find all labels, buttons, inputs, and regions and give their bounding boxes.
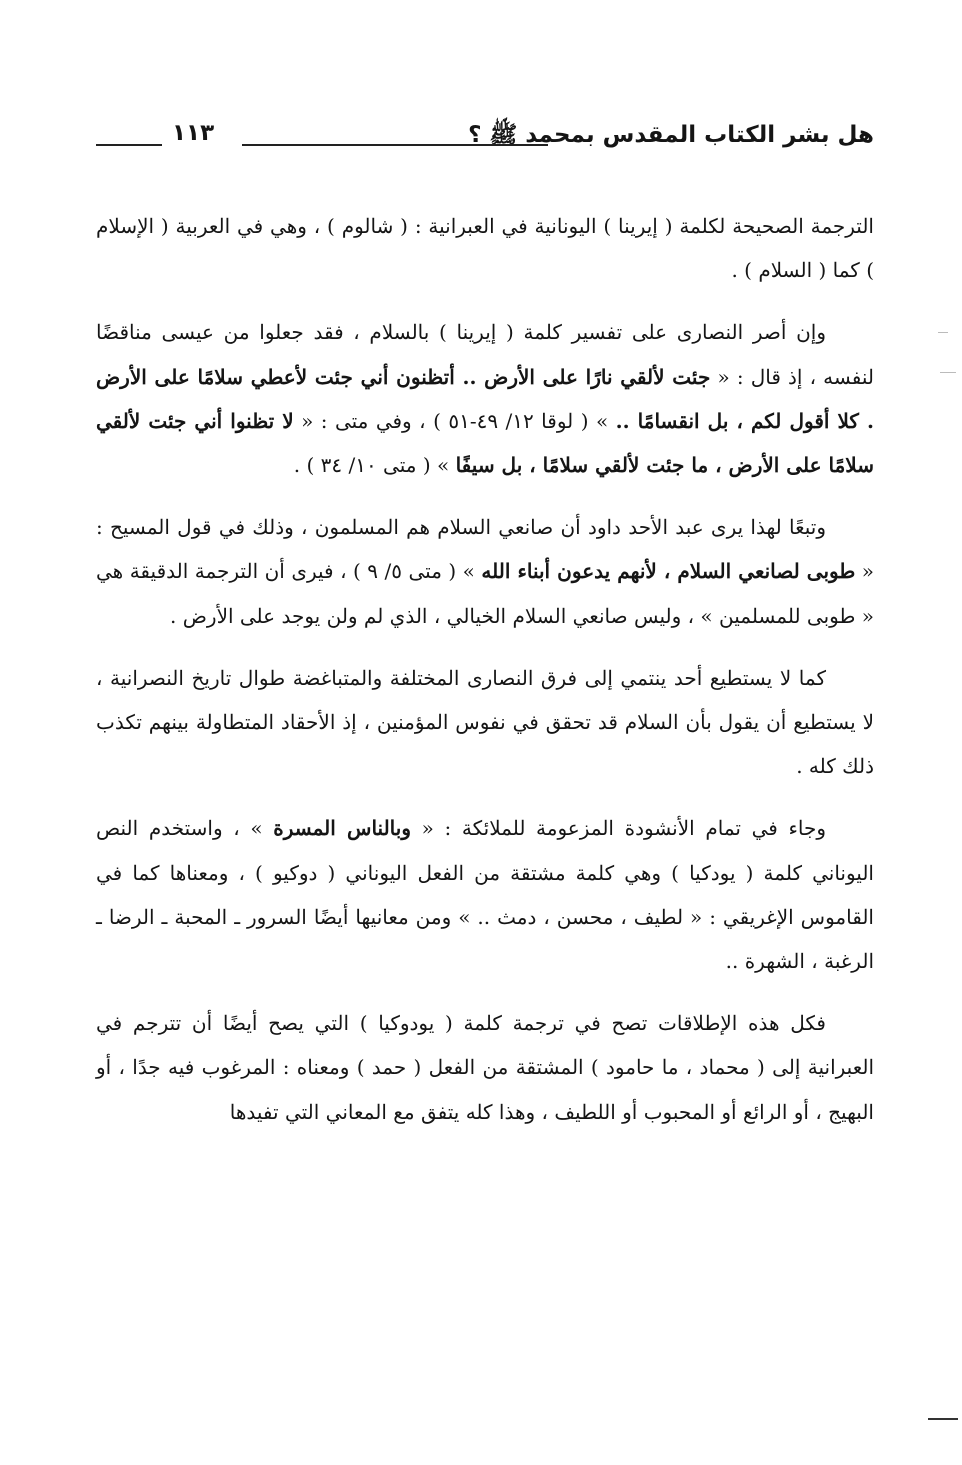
bold-quote: جئت لألقي نارًا على الأرض .. أتظنون أني جئت لأعطي سلامًا على الأرض . كلا أقول لكم ، بل انقسامًا .. xyxy=(96,364,874,433)
paragraph-text: » ، واستخدم النص اليوناني كلمة ( يودكيا ) وهي كلمة مشتقة من الفعل اليوناني ( دوكيو ) ، ومعناها كما في القاموس الإغريقي : « لطيف ، محسن ، دمث .. » ومن معانيها أيضًا السرور ـ المحبة ـ الرضا ـ الرغبة ، الشهرة .. xyxy=(96,816,874,974)
paragraph-text: وجاء في تمام الأنشودة المزعومة للملائكة : « xyxy=(410,816,826,841)
scan-margin-mark xyxy=(938,332,948,333)
body-text xyxy=(96,204,874,1134)
bold-quote: لا تظنوا أني جئت لألقي سلامًا على الأرض ، ما جئت لألقي سلامًا ، بل سيفًا xyxy=(96,408,874,478)
bold-quote: وبالناس المسرة xyxy=(273,816,411,841)
paragraph-4 xyxy=(96,656,874,789)
header-rule xyxy=(242,144,548,146)
paragraph-text: » ( لوقا ١٢/ ٤٩-٥١ ) ، وفي متى : « xyxy=(293,408,616,433)
running-header xyxy=(96,108,874,164)
page-number: ١١٣ xyxy=(172,120,215,146)
paragraph-text: فكل هذه الإطلاقات تصح في ترجمة كلمة ( يودوكيا ) التي يصح أيضًا أن تترجم في العبرانية إلى ( محماد ، ما حامود ) المشتقة من الفعل ( حمد ) ومعناه : المرغوب فيه جدًا ، أو البهيج ، أو الرائع أو المحبوب أو اللطيف ، وهذا كله يتفق مع المعاني التي تفيدها xyxy=(96,1011,874,1124)
paragraph-text: » ( متى ١٠/ ٣٤ ) . xyxy=(293,453,456,478)
paragraph-text: » ( متى ٥/ ٩ ) ، فيرى أن الترجمة الدقيقة هي « طوبى للمسلمين » ، وليس صانعي السلام الخيالي ، الذي لم ولن يوجد على الأرض . xyxy=(96,559,874,628)
paragraph-5 xyxy=(96,806,874,983)
scan-margin-mark xyxy=(940,372,956,373)
running-header-title: هل بشر الكتاب المقدس بمحمد ﷺ ؟ xyxy=(468,122,874,148)
page-edge-mark xyxy=(928,1418,958,1420)
paragraph-6 xyxy=(96,1001,874,1134)
paragraph-1 xyxy=(96,204,874,292)
paragraph-2 xyxy=(96,310,874,487)
paragraph-text: كما لا يستطيع أحد ينتمي إلى فرق النصارى المختلفة والمتباغضة طوال تاريخ النصرانية ، لا يستطيع أن يقول بأن السلام قد تحقق في نفوس المؤمنين ، إذ الأحقاد المتطاولة بينهم تكذب ذلك كله . xyxy=(96,665,874,779)
header-rule-end xyxy=(96,144,162,146)
paragraph-text: وإن أصر النصارى على تفسير كلمة ( إيرينا ) بالسلام ، فقد جعلوا من عيسى مناقضًا لنفسه ، إذ قال : « xyxy=(96,320,874,389)
paragraph-text: الترجمة الصحيحة لكلمة ( إيرينا ) اليونانية في العبرانية : ( شالوم ) ، وهي في العربية ( الإسلام ) كما ( السلام ) . xyxy=(96,214,874,283)
bold-quote: طوبى لصانعي السلام ، لأنهم يدعون أبناء الله xyxy=(481,559,856,584)
paragraph-text: وتبعًا لهذا يرى عبد الأحد داود أن صانعي السلام هم المسلمون ، وذلك في قول المسيح : « xyxy=(96,515,874,584)
paragraph-3 xyxy=(96,505,874,638)
